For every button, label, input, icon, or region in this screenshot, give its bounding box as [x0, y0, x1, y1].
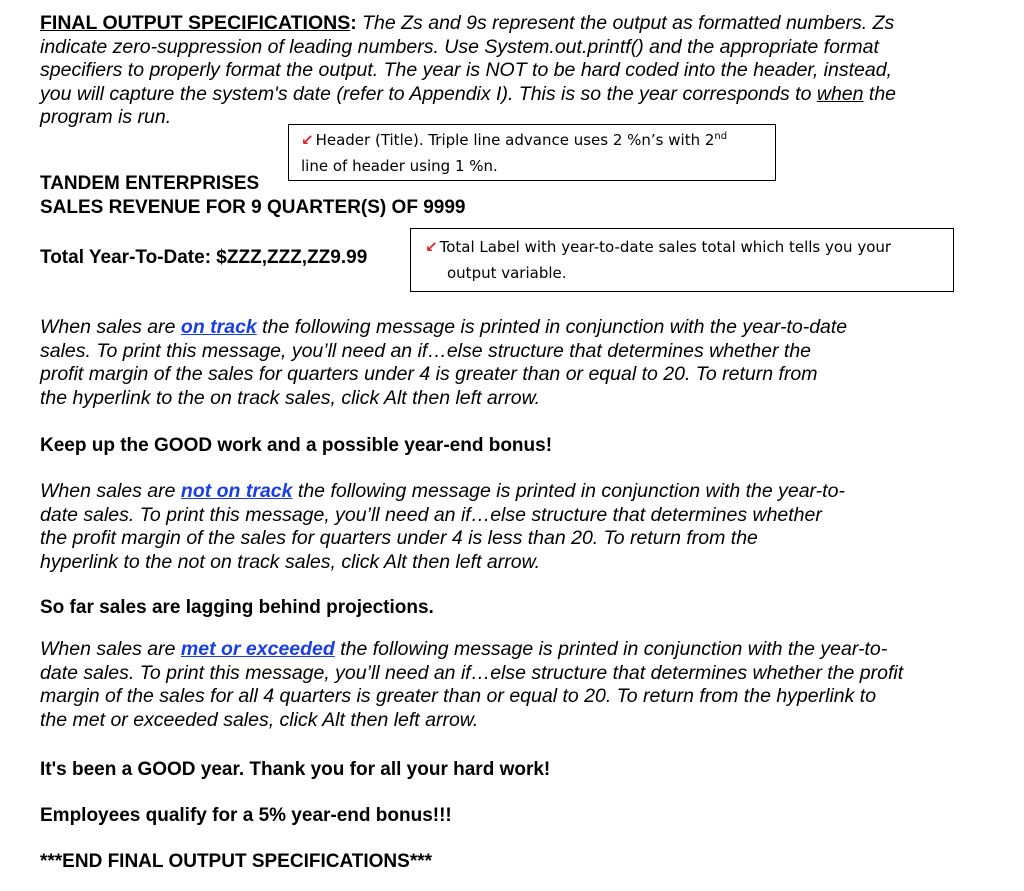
total-callout-line-1: ↙ Total Label with year-to-date sales total which tells you your: [425, 238, 892, 256]
met-message-2: Employees qualify for a 5% year-end bonus!!!: [40, 805, 452, 826]
total-callout: [410, 228, 954, 292]
report-header-line-1: TANDEM ENTERPRISES: [40, 173, 260, 194]
not-on-track-link[interactable]: not on track: [180, 480, 293, 502]
on-track-message: Keep up the GOOD work and a possible year-end bonus!: [40, 435, 553, 456]
not-on-track-message: So far sales are lagging behind projections.: [40, 597, 434, 618]
report-header-line-2: SALES REVENUE FOR 9 QUARTER(S) OF 9999: [40, 197, 466, 218]
header-callout-line-1: ↙ Header (Title). Triple line advance uses 2 %n’s with 2nd: [301, 131, 728, 149]
total-label: Total Year-To-Date: $ZZZ,ZZZ,ZZ9.99: [40, 247, 368, 268]
arrow-icon: ↙: [425, 238, 438, 256]
end-marker: ***END FINAL OUTPUT SPECIFICATIONS***: [40, 851, 433, 872]
intro-line-3: specifiers to properly format the output. The year is NOT to be hard coded into the header, instead,: [40, 59, 892, 81]
intro-line-5: program is run.: [40, 106, 172, 128]
on-track-link[interactable]: on track: [180, 316, 257, 338]
header-callout-line-2: line of header using 1 %n.: [301, 157, 498, 175]
not-on-track-paragraph: When sales are not on track the following message is printed in conjunction with the year-to- date sales. To print this message, you’ll need an if…else structure that determines whether the profit margin of the sales for quarters under 4 is less than 20. To return from the hyperlink to the not on track sales, click Alt then left arrow.: [40, 480, 845, 573]
on-track-paragraph: When sales are on track the following message is printed in conjunction with the year-to-date sales. To print this message, you’ll need an if…else structure that determines whether the profit margin of the sales for quarters under 4 is greater than or equal to 20. To return from the hyperlink to the on track sales, click Alt then left arrow.: [40, 316, 848, 409]
intro-line-2: indicate zero-suppression of leading numbers. Use System.out.printf() and the appropriate format: [40, 35, 879, 58]
met-message-1: It's been a GOOD year. Thank you for all your hard work!: [40, 759, 551, 780]
arrow-icon: ↙: [301, 131, 314, 149]
intro-line-4: you will capture the system's date (refer to Appendix I). This is so the year corresponds to when the: [40, 82, 897, 105]
met-or-exceeded-paragraph: When sales are met or exceeded the following message is printed in conjunction with the year-to- date sales. To print this message, you’ll need an if…else structure that determines whether the profit margin of the sales for all 4 quarters is greater than or equal to 20. To return from the hyperlink to the met or exceeded sales, click Alt then left arrow.: [40, 638, 904, 731]
met-or-exceeded-link[interactable]: met or exceeded: [180, 638, 335, 660]
header-callout: [288, 124, 776, 181]
intro-line-1: FINAL OUTPUT SPECIFICATIONS: The Zs and 9s represent the output as formatted numbers. Zs: [40, 12, 895, 34]
intro-heading: FINAL OUTPUT SPECIFICATIONS: [40, 12, 351, 34]
total-callout-line-2: output variable.: [447, 264, 567, 282]
intro-paragraph: [40, 12, 1000, 130]
